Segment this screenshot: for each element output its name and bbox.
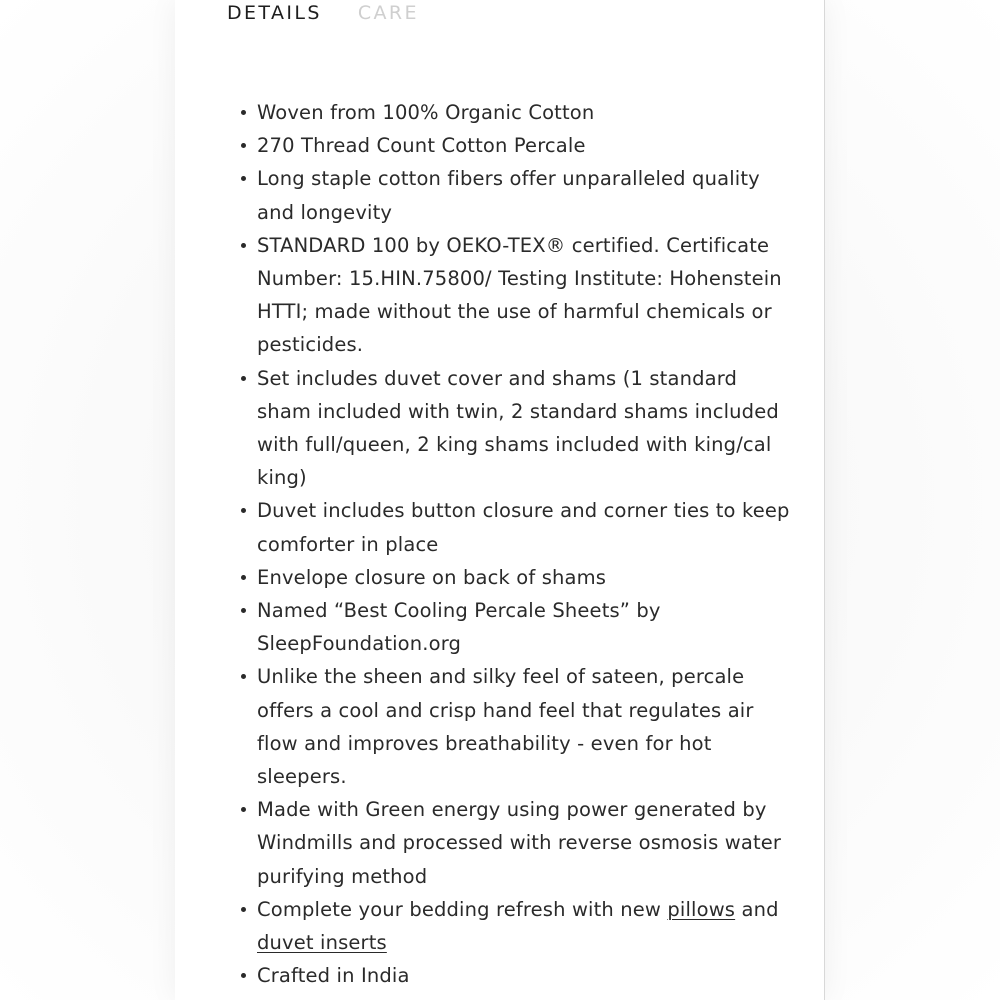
bedding-refresh-prefix: Complete your bedding refresh with new (257, 897, 668, 921)
tab-care[interactable]: CARE (357, 2, 419, 24)
list-item: Crafted in India (257, 959, 792, 992)
list-item: Duvet includes button closure and corner ties to keep comforter in place (257, 494, 792, 560)
list-item: Long staple cotton fibers offer unparalleled quality and longevity (257, 162, 792, 228)
list-item: STANDARD 100 by OEKO-TEX® certified. Certificate Number: 15.HIN.75800/ Testing Institute: Hohenstein HTTI; made without the use of harmful chemicals or pesticides. (257, 229, 792, 362)
duvet-inserts-link[interactable]: duvet inserts (257, 931, 387, 955)
pillows-link[interactable]: pillows (667, 897, 736, 921)
details-list (257, 96, 792, 992)
product-details-panel (175, 0, 825, 1000)
list-item: Named “Best Cooling Percale Sheets” by SleepFoundation.org (257, 594, 792, 660)
details-tabs (227, 2, 419, 24)
list-item: Set includes duvet cover and shams (1 standard sham included with twin, 2 standard shams included with full/queen, 2 king shams included with king/cal king) (257, 362, 792, 495)
list-item: Made with Green energy using power generated by Windmills and processed with reverse osmosis water purifying method (257, 793, 792, 893)
list-item: 270 Thread Count Cotton Percale (257, 129, 792, 162)
list-item: Woven from 100% Organic Cotton (257, 96, 792, 129)
list-item: Unlike the sheen and silky feel of sateen, percale offers a cool and crisp hand feel that regulates air flow and improves breathability - even for hot sleepers. (257, 660, 792, 793)
list-item-bedding-refresh (257, 893, 792, 959)
list-item: Envelope closure on back of shams (257, 561, 792, 594)
bedding-refresh-middle: and (735, 897, 779, 921)
tab-details[interactable]: DETAILS (227, 2, 322, 24)
